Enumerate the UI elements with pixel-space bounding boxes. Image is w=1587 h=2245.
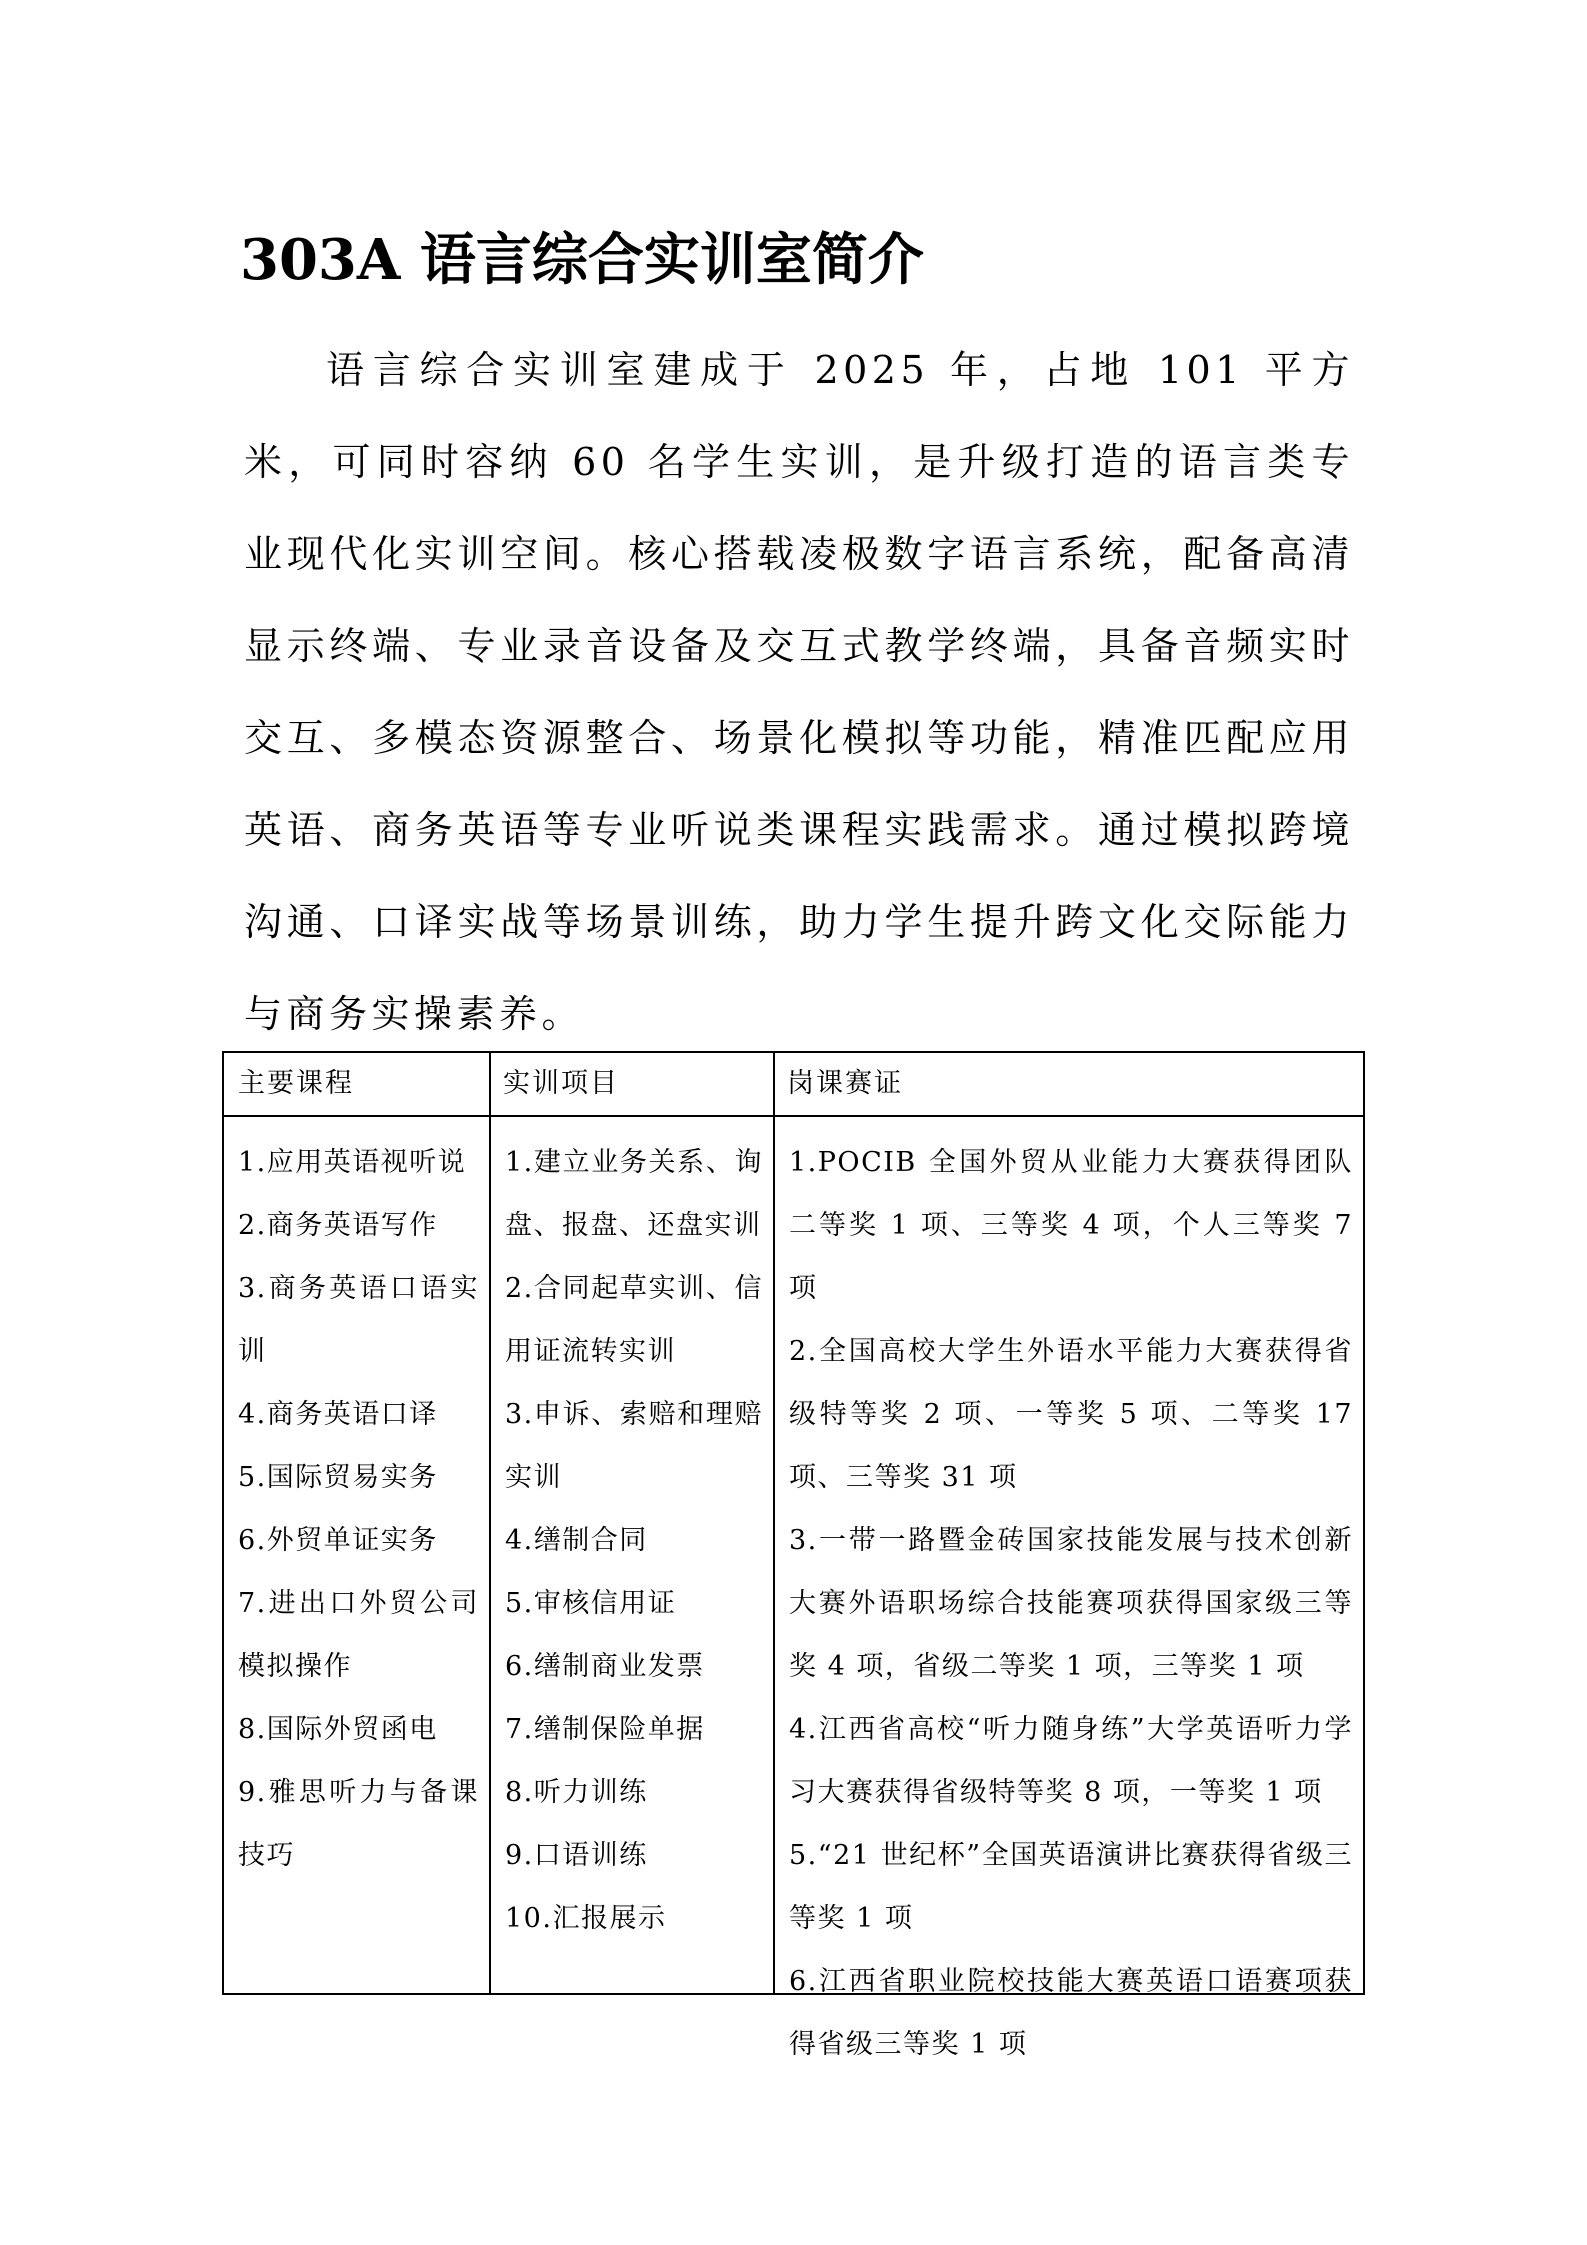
project-item: 2.合同起草实训、信用证流转实训 bbox=[505, 1273, 763, 1367]
table-header-projects: 实训项目 bbox=[503, 1068, 619, 1099]
course-item: 8.国际外贸函电 bbox=[238, 1714, 438, 1745]
project-item: 1.建立业务关系、询盘、报盘、还盘实训 bbox=[505, 1147, 763, 1241]
awards-cell bbox=[775, 1131, 1365, 2076]
course-item: 9.雅思听力与备课技巧 bbox=[238, 1777, 479, 1871]
project-item: 9.口语训练 bbox=[505, 1840, 648, 1871]
page-title: 303A 语言综合实训室简介 bbox=[240, 227, 924, 293]
award-item: 4.江西省高校“听力随身练”大学英语听力学习大赛获得省级特等奖 8 项，一等奖 1 项 bbox=[789, 1714, 1353, 1808]
project-item: 5.审核信用证 bbox=[505, 1588, 677, 1619]
course-item: 6.外贸单证实务 bbox=[238, 1525, 438, 1556]
table-header-courses: 主要课程 bbox=[238, 1068, 354, 1099]
award-item: 2.全国高校大学生外语水平能力大赛获得省级特等奖 2 项、一等奖 5 项、二等奖 17 项、三等奖 31 项 bbox=[789, 1336, 1353, 1493]
table-header-awards: 岗课赛证 bbox=[787, 1068, 903, 1099]
training-table bbox=[222, 1051, 1365, 2060]
course-item: 4.商务英语口译 bbox=[238, 1399, 438, 1430]
projects-cell bbox=[491, 1131, 773, 1950]
course-item: 7.进出口外贸公司模拟操作 bbox=[238, 1588, 479, 1682]
project-item: 8.听力训练 bbox=[505, 1777, 648, 1808]
intro-paragraph: 语言综合实训室建成于 2025 年，占地 101 平方米，可同时容纳 60 名学生实训，是升级打造的语言类专业现代化实训空间。核心搭载凌极数字语言系统，配备高清显示终端、专业录音设备及交互式教学终端，具备音频实时交互、多模态资源整合、场景化模拟等功能，精准匹配应用英语、商务英语等专业听说类课程实践需求。通过模拟跨境沟通、口译实战等场景训练，助力学生提升跨文化交际能力与商务实操素养。 bbox=[244, 348, 1354, 1036]
courses-cell bbox=[224, 1131, 489, 1887]
course-item: 5.国际贸易实务 bbox=[238, 1462, 438, 1493]
project-item: 3.申诉、索赔和理赔实训 bbox=[505, 1399, 763, 1493]
award-item: 5.“21 世纪杯”全国英语演讲比赛获得省级三等奖 1 项 bbox=[789, 1840, 1353, 1934]
table-header-divider bbox=[224, 1115, 1363, 1117]
project-item: 6.缮制商业发票 bbox=[505, 1651, 705, 1682]
award-item: 1.POCIB 全国外贸从业能力大赛获得团队二等奖 1 项、三等奖 4 项，个人三等奖 7 项 bbox=[789, 1147, 1353, 1304]
course-item: 3.商务英语口语实训 bbox=[238, 1273, 479, 1367]
award-item: 3.一带一路暨金砖国家技能发展与技术创新大赛外语职场综合技能赛项获得国家级三等奖 4 项，省级二等奖 1 项，三等奖 1 项 bbox=[789, 1525, 1353, 1682]
project-item: 10.汇报展示 bbox=[505, 1903, 667, 1934]
award-item: 6.江西省职业院校技能大赛英语口语赛项获得省级三等奖 1 项 bbox=[789, 1966, 1353, 2060]
project-item: 4.缮制合同 bbox=[505, 1525, 648, 1556]
project-item: 7.缮制保险单据 bbox=[505, 1714, 705, 1745]
course-item: 1.应用英语视听说 bbox=[238, 1147, 467, 1178]
course-item: 2.商务英语写作 bbox=[238, 1210, 438, 1241]
